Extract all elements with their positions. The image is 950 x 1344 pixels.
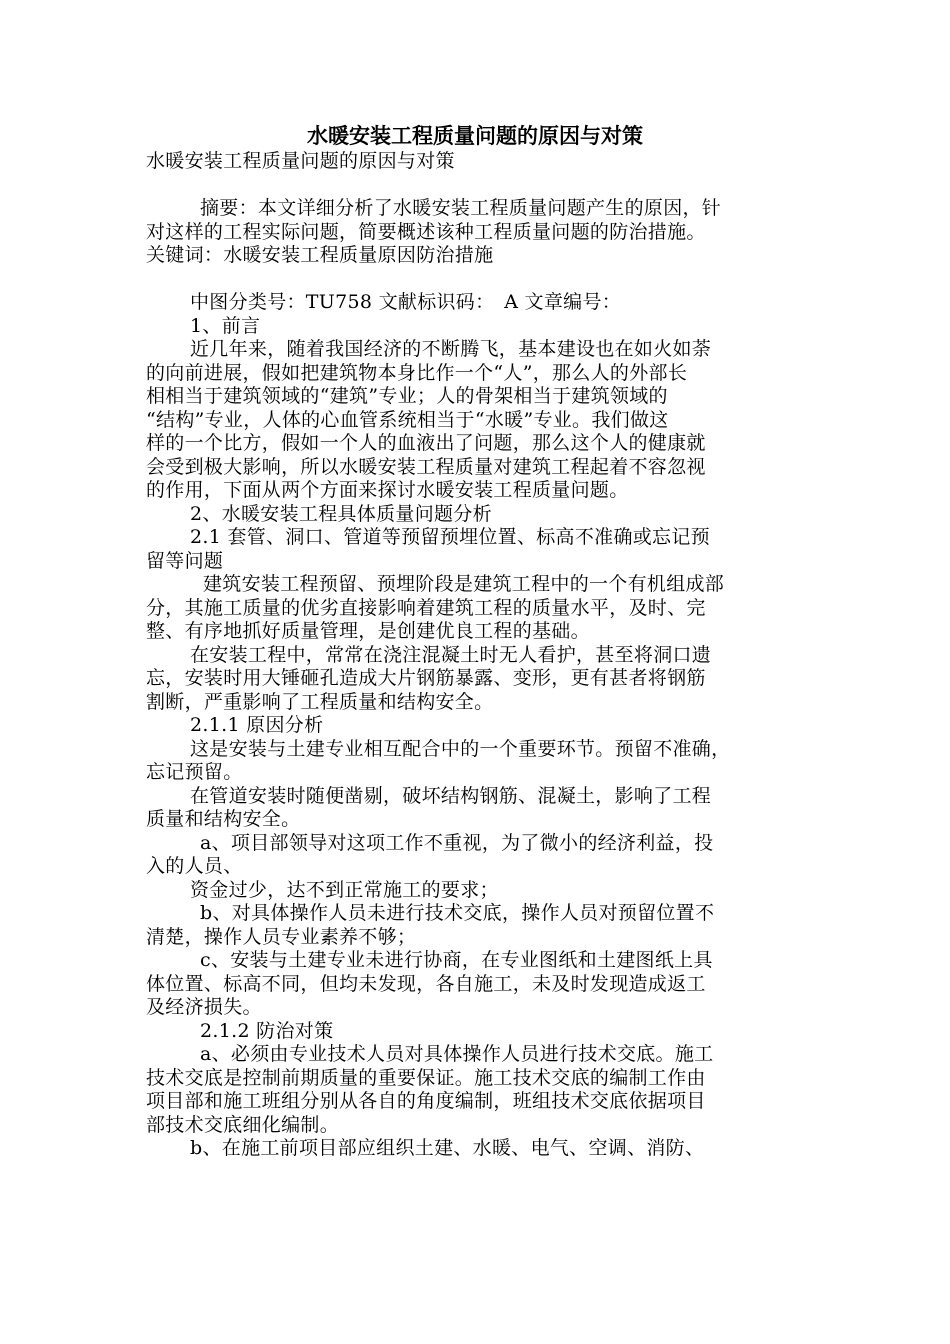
text-line: 清楚，操作人员专业素养不够；	[146, 925, 417, 948]
document-body	[146, 150, 806, 1161]
text-line: b、在施工前项目部应组织土建、水暖、电气、空调、消防、	[190, 1137, 705, 1159]
text-line: 1、前言	[190, 314, 261, 337]
text-line: “结构”专业，人体的心血管系统相当于“水暖”专业。我们做这	[146, 408, 669, 431]
text-line: 会受到极大影响，所以水暖安装工程质量对建筑工程起着不容忽视	[146, 455, 706, 478]
text-line: 在安装工程中，常常在浇注混凝土时无人看护，甚至将洞口遗	[190, 643, 712, 666]
text-line: c、安装与土建专业未进行协商，在专业图纸和土建图纸上具	[200, 949, 713, 971]
text-line: a、项目部领导对这项工作不重视，为了微小的经济利益，投	[200, 831, 714, 854]
text-line: 入的人员、	[146, 855, 243, 877]
text-line: 建筑安装工程预留、预埋阶段是建筑工程中的一个有机组成部	[203, 573, 725, 595]
text-line: 2.1.2 防治对策	[200, 1019, 334, 1042]
text-line: 水暖安装工程质量问题的原因与对策	[146, 150, 455, 172]
text-line: 2.1.1 原因分析	[190, 714, 324, 736]
text-line: 在管道安装时随便凿剔，破坏结构钢筋、混凝土，影响了工程	[190, 784, 712, 807]
text-line: 2.1 套管、洞口、管道等预留预埋位置、标高不准确或忘记预	[190, 526, 710, 548]
text-line: 技术交底是控制前期质量的重要保证。施工技术交底的编制工作由	[146, 1066, 706, 1089]
text-line: 及经济损失。	[146, 996, 262, 1018]
text-line: 质量和结构安全。	[146, 808, 301, 830]
blank-line	[146, 268, 806, 292]
text-line: 这是安装与土建专业相互配合中的一个重要环节。预留不准确，	[190, 737, 731, 760]
text-line: 部技术交底细化编制。	[146, 1113, 340, 1136]
text-line: 忘记预留。	[146, 761, 243, 783]
text-line: 留等问题	[146, 549, 224, 572]
blank-line	[146, 174, 806, 198]
text-line: 对这样的工程实际问题，简要概述该种工程质量问题的防治措施。	[146, 220, 706, 243]
document-title: 水暖安装工程质量问题的原因与对策	[307, 123, 643, 148]
text-line: 整、有序地抓好质量管理，是创建优良工程的基础。	[146, 620, 590, 642]
text-line: 相相当于建筑领域的“建筑”专业；人的骨架相当于建筑领域的	[146, 385, 668, 407]
text-line: a、必须由专业技术人员对具体操作人员进行技术交底。施工	[200, 1043, 714, 1065]
text-line: 割断，严重影响了工程质量和结构安全。	[146, 690, 494, 713]
text-line: 忘，安装时用大锤砸孔造成大片钢筋暴露、变形，更有甚者将钢筋	[146, 667, 706, 689]
text-line: 关键词：水暖安装工程质量原因防治措施	[146, 244, 494, 266]
text-line: 资金过少，达不到正常施工的要求；	[190, 878, 499, 901]
text-line: 近几年来，随着我国经济的不断腾飞，基本建设也在如火如荼	[190, 338, 712, 360]
text-line: 分，其施工质量的优劣直接影响着建筑工程的质量水平，及时、完	[146, 596, 706, 619]
text-line: 的作用，下面从两个方面来探讨水暖安装工程质量问题。	[146, 479, 629, 501]
text-line: 中图分类号：TU758 文献标识码： A 文章编号：	[190, 291, 622, 313]
text-line: b、对具体操作人员未进行技术交底，操作人员对预留位置不	[200, 902, 715, 924]
text-line: 摘要：本文详细分析了水暖安装工程质量问题产生的原因，针	[200, 197, 722, 219]
text-line: 样的一个比方，假如一个人的血液出了问题，那么这个人的健康就	[146, 432, 706, 454]
text-line: 2、水暖安装工程具体质量问题分析	[190, 502, 492, 525]
text-line: 体位置、标高不同，但均未发现，各自施工，未及时发现造成返工	[146, 972, 706, 995]
text-line: 的向前进展，假如把建筑物本身比作一个“人”，那么人的外部长	[146, 361, 688, 384]
text-line: 项目部和施工班组分别从各自的角度编制，班组技术交底依据项目	[146, 1090, 706, 1112]
